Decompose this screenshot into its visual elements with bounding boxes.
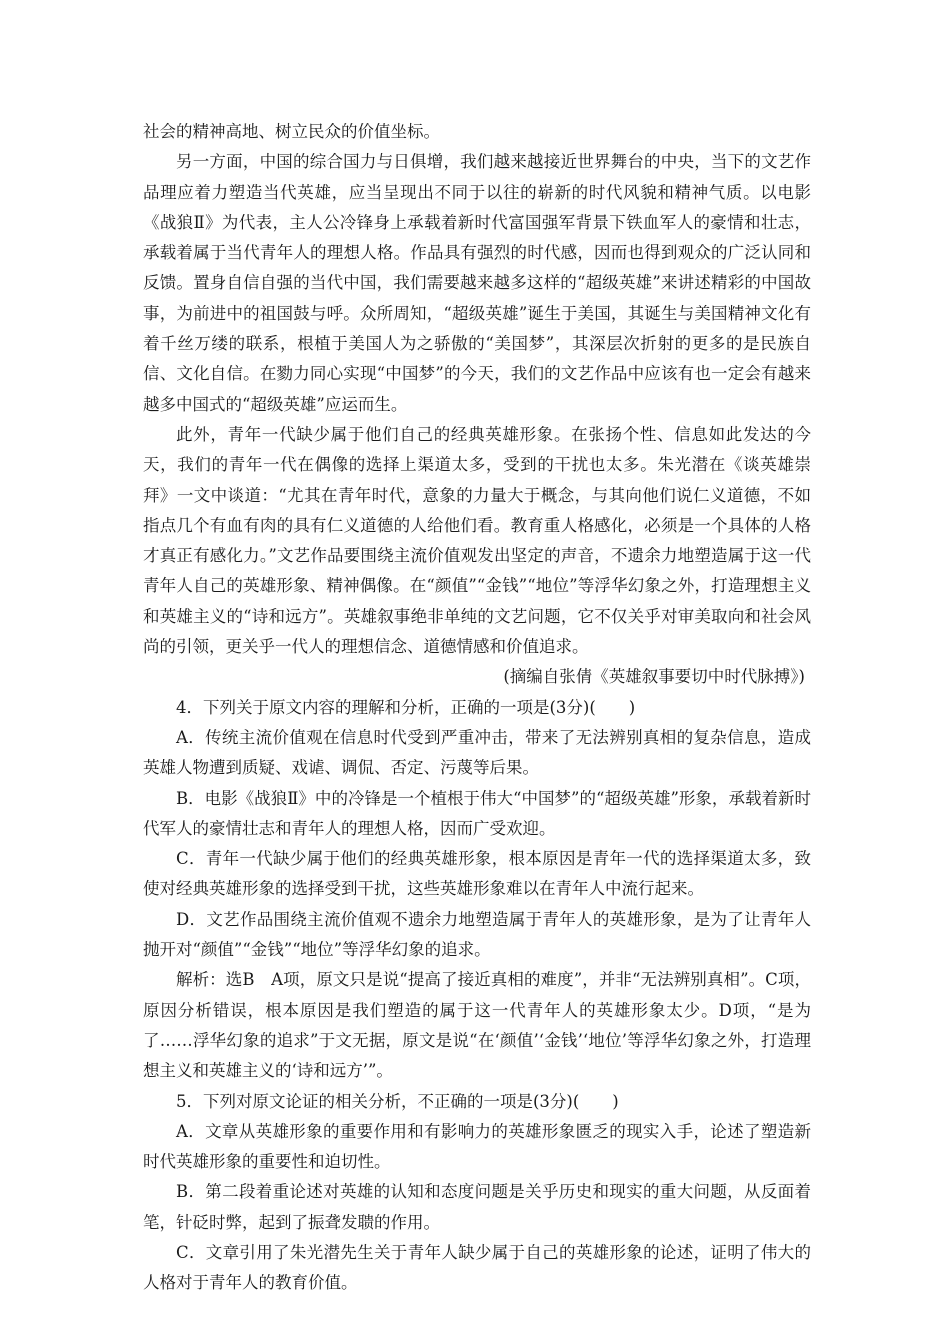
- document-page: [143, 117, 811, 1299]
- paragraph-another-aspect: 另一方面，中国的综合国力与日俱增，我们越来越接近世界舞台的中央，当下的文艺作品理应着力塑造当代英雄，应当呈现出不同于以往的崭新的时代风貌和精神气质。以电影《战狼Ⅱ》为代表，主人公冷锋身上承载着新时代富国强军背景下铁血军人的豪情和壮志，承载着属于当代青年人的理想人格。作品具有强烈的时代感，因而也得到观众的广泛认同和反馈。置身自信自强的当代中国，我们需要越来越多这样的“超级英雄”来讲述精彩的中国故事，为前进中的祖国鼓与呼。众所周知，“超级英雄”诞生于美国，其诞生与美国精神文化有着千丝万缕的联系，根植于美国人为之骄傲的“美国梦”，其深层次折射的更多的是民族自信、文化自信。在勠力同心实现“中国梦”的今天，我们的文艺作品中应该有也一定会有越来越多中国式的“超级英雄”应运而生。: [143, 152, 811, 414]
- paragraph-in-addition: 此外，青年一代缺少属于他们自己的经典英雄形象。在张扬个性、信息如此发达的今天，我们的青年一代在偶像的选择上渠道太多，受到的干扰也太多。朱光潜在《谈英雄崇拜》一文中谈道：“尤其在青年时代，意象的力量大于概念，与其向他们说仁义道德，不如指点几个有血有肉的具有仁义道德的人给他们看。教育重人格感化，必须是一个具体的人格才真正有感化力。”文艺作品要围绕主流价值观发出坚定的声音，不遗余力地塑造属于这一代青年人自己的英雄形象、精神偶像。在“颜值”“金钱”“地位”等浮华幻象之外，打造理想主义和英雄主义的“诗和远方”。英雄叙事绝非单纯的文艺问题，它不仅关乎对审美取向和社会风尚的引领，更关乎一代人的理想信念、道德情感和价值追求。: [143, 424, 811, 657]
- question-4-stem: 4．下列关于原文内容的理解和分析，正确的一项是(3分)( ): [176, 697, 636, 717]
- question-4-option-d: D．文艺作品围绕主流价值观不遗余力地塑造属于青年人的英雄形象，是为了让青年人抛开对“颜值”“金钱”“地位”等浮华幻象的追求。: [143, 909, 811, 960]
- question-4-option-a: A．传统主流价值观在信息时代受到严重冲击，带来了无法辨别真相的复杂信息，造成英雄人物遭到质疑、戏谑、调侃、否定、污蔑等后果。: [143, 727, 811, 778]
- question-5-option-c: C．文章引用了朱光潜先生关于青年人缺少属于自己的英雄形象的论述，证明了伟大的人格对于青年人的教育价值。: [143, 1242, 811, 1293]
- question-4-option-c: C．青年一代缺少属于他们的经典英雄形象，根本原因是青年一代的选择渠道太多，致使对经典英雄形象的选择受到干扰，这些英雄形象难以在青年人中流行起来。: [143, 849, 811, 899]
- paragraph-continuation: 社会的精神高地、树立民众的价值坐标。: [143, 122, 440, 141]
- question-5-option-b: B．第二段着重论述对英雄的认知和态度问题是关乎历史和现实的重大问题，从反面着笔，针砭时弊，起到了振聋发聩的作用。: [143, 1182, 811, 1232]
- source-citation: (摘编自张倩《英雄叙事要切中时代脉搏》): [503, 667, 805, 687]
- question-4-option-b: B．电影《战狼Ⅱ》中的冷锋是一个植根于伟大“中国梦”的“超级英雄”形象，承载着新时代军人的豪情壮志和青年人的理想人格，因而广受欢迎。: [143, 788, 811, 838]
- question-5-option-a: A．文章从英雄形象的重要作用和有影响力的英雄形象匮乏的现实入手，论述了塑造新时代英雄形象的重要性和迫切性。: [143, 1121, 811, 1172]
- question-5-stem: 5．下列对原文论证的相关分析，不正确的一项是(3分)( ): [176, 1091, 619, 1111]
- question-4-analysis: 解析：选B A项，原文只是说“提高了接近真相的难度”，并非“无法辨别真相”。C项，原因分析错误，根本原因是我们塑造的属于这一代青年人的英雄形象太少。D项，“是为了……浮华幻象的追求”于文无据，原文是说“在‘颜值’‘金钱’‘地位’等浮华幻象之外，打造理想主义和英雄主义的‘诗和远方’”。: [143, 970, 811, 1081]
